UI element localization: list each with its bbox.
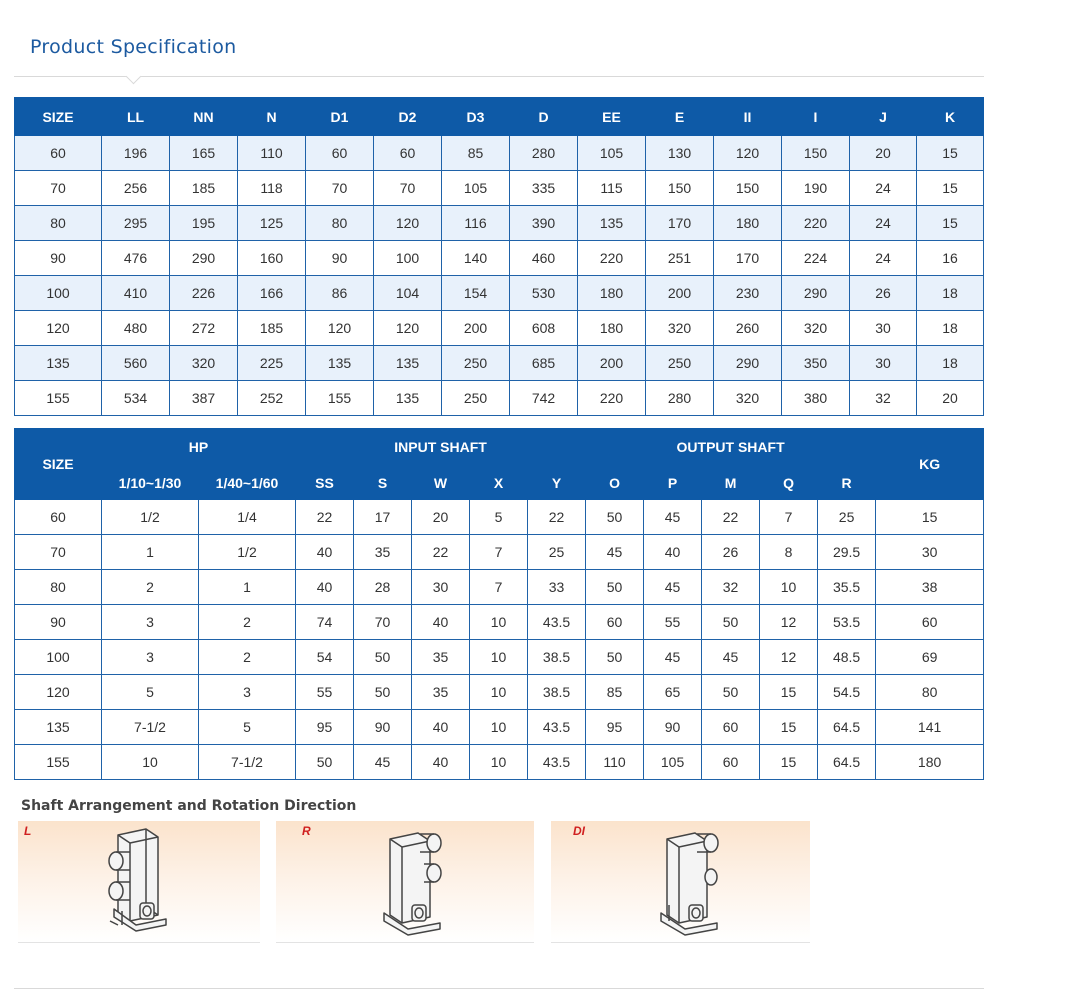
table-cell: 55 [296, 675, 354, 710]
dim-header-i: I [782, 98, 850, 136]
table-cell: 608 [510, 311, 578, 346]
table-cell: 24 [850, 206, 917, 241]
table-cell: 560 [102, 346, 170, 381]
table-row [15, 675, 984, 710]
table-cell: 135 [374, 381, 442, 416]
table-cell: 115 [578, 171, 646, 206]
table-cell: 104 [374, 276, 442, 311]
arrangement-panel-l [18, 821, 260, 943]
table-cell: 1 [102, 535, 199, 570]
table-cell: 70 [374, 171, 442, 206]
table-cell: 224 [782, 241, 850, 276]
table-cell: 95 [296, 710, 354, 745]
table-cell: 320 [646, 311, 714, 346]
table-cell: 220 [782, 206, 850, 241]
table-cell: 15 [917, 206, 984, 241]
table-cell: 7 [760, 500, 818, 535]
table-cell: 25 [528, 535, 586, 570]
table-cell: 180 [876, 745, 984, 780]
table-cell: 70 [15, 171, 102, 206]
table-cell: 30 [412, 570, 470, 605]
shaft-table-sub-header-row [15, 466, 984, 500]
table-row [15, 206, 984, 241]
dim-header-size: SIZE [15, 98, 102, 136]
dimension-table-header-row [15, 98, 984, 136]
table-cell: 90 [644, 710, 702, 745]
arrangement-panel-di [551, 821, 810, 943]
table-cell: 220 [578, 241, 646, 276]
table-cell: 54.5 [818, 675, 876, 710]
table-cell: 60 [702, 745, 760, 780]
table-cell: 170 [646, 206, 714, 241]
table-cell: 33 [528, 570, 586, 605]
table-cell: 15 [876, 500, 984, 535]
table-cell: 65 [644, 675, 702, 710]
table-cell: 54 [296, 640, 354, 675]
dim-header-k: K [917, 98, 984, 136]
gearbox-right-arrangement-icon [374, 825, 454, 937]
table-cell: 320 [782, 311, 850, 346]
table-cell: 230 [714, 276, 782, 311]
table-cell: 150 [782, 136, 850, 171]
table-cell: 25 [818, 500, 876, 535]
table-cell: 476 [102, 241, 170, 276]
table-cell: 64.5 [818, 710, 876, 745]
table-cell: 40 [412, 605, 470, 640]
table-cell: 180 [578, 311, 646, 346]
table-cell: 135 [15, 346, 102, 381]
table-cell: 45 [644, 640, 702, 675]
table-cell: 60 [374, 136, 442, 171]
table-cell: 290 [170, 241, 238, 276]
arrangement-label-r: R [302, 824, 311, 838]
table-cell: 22 [412, 535, 470, 570]
gearbox-dual-arrangement-icon [649, 825, 729, 937]
table-row [15, 640, 984, 675]
table-cell: 35.5 [818, 570, 876, 605]
table-cell: 18 [917, 276, 984, 311]
table-cell: 105 [578, 136, 646, 171]
bottom-divider [14, 988, 984, 989]
table-cell: 3 [102, 605, 199, 640]
table-cell: 196 [102, 136, 170, 171]
table-cell: 38.5 [528, 675, 586, 710]
table-cell: 480 [102, 311, 170, 346]
table-row [15, 276, 984, 311]
table-cell: 45 [586, 535, 644, 570]
table-cell: 150 [714, 171, 782, 206]
dim-header-d3: D3 [442, 98, 510, 136]
table-cell: 29.5 [818, 535, 876, 570]
table-cell: 35 [412, 640, 470, 675]
table-cell: 100 [15, 276, 102, 311]
dim-header-e: E [646, 98, 714, 136]
table-cell: 40 [412, 745, 470, 780]
table-cell: 26 [850, 276, 917, 311]
table-cell: 135 [578, 206, 646, 241]
table-cell: 48.5 [818, 640, 876, 675]
table-cell: 150 [646, 171, 714, 206]
table-cell: 60 [15, 500, 102, 535]
table-cell: 118 [238, 171, 306, 206]
table-cell: 140 [442, 241, 510, 276]
table-cell: 90 [15, 241, 102, 276]
table-row [15, 171, 984, 206]
table-cell: 135 [306, 346, 374, 381]
table-cell: 40 [296, 570, 354, 605]
dim-header-j: J [850, 98, 917, 136]
table-cell: 74 [296, 605, 354, 640]
table-cell: 50 [296, 745, 354, 780]
table-cell: 15 [917, 136, 984, 171]
table-cell: 80 [15, 570, 102, 605]
table-cell: 390 [510, 206, 578, 241]
table-cell: 380 [782, 381, 850, 416]
table-cell: 30 [850, 311, 917, 346]
table-cell: 43.5 [528, 710, 586, 745]
table-cell: 5 [470, 500, 528, 535]
table-cell: 38 [876, 570, 984, 605]
table-cell: 64.5 [818, 745, 876, 780]
table-cell: 7-1/2 [102, 710, 199, 745]
table-cell: 160 [238, 241, 306, 276]
table-cell: 7 [470, 570, 528, 605]
table-row [15, 136, 984, 171]
arrangement-label-l: L [24, 824, 32, 838]
table-cell: 135 [374, 346, 442, 381]
table-cell: 105 [644, 745, 702, 780]
table-cell: 280 [646, 381, 714, 416]
table-cell: 260 [714, 311, 782, 346]
table-cell: 5 [199, 710, 296, 745]
table-cell: 195 [170, 206, 238, 241]
table-cell: 8 [760, 535, 818, 570]
table-row [15, 710, 984, 745]
arrangement-label-di: DI [573, 824, 585, 838]
table-row [15, 570, 984, 605]
table-cell: 120 [374, 311, 442, 346]
table-cell: 530 [510, 276, 578, 311]
table-cell: 95 [586, 710, 644, 745]
table-cell: 90 [354, 710, 412, 745]
table-row [15, 346, 984, 381]
table-cell: 50 [702, 675, 760, 710]
table-cell: 40 [412, 710, 470, 745]
table-cell: 60 [876, 605, 984, 640]
table-cell: 16 [917, 241, 984, 276]
shaft-subheader-cell: M [702, 466, 760, 500]
dim-header-ee: EE [578, 98, 646, 136]
gearbox-left-arrangement-icon [96, 825, 176, 937]
table-cell: 120 [306, 311, 374, 346]
table-cell: 180 [714, 206, 782, 241]
table-cell: 387 [170, 381, 238, 416]
shaft-subheader-cell: W [412, 466, 470, 500]
table-cell: 10 [470, 640, 528, 675]
table-cell: 60 [702, 710, 760, 745]
table-cell: 38.5 [528, 640, 586, 675]
table-cell: 350 [782, 346, 850, 381]
table-cell: 200 [646, 276, 714, 311]
table-cell: 90 [15, 605, 102, 640]
table-cell: 250 [646, 346, 714, 381]
table-cell: 55 [644, 605, 702, 640]
table-cell: 5 [102, 675, 199, 710]
table-cell: 15 [917, 171, 984, 206]
table-cell: 10 [760, 570, 818, 605]
table-cell: 116 [442, 206, 510, 241]
table-cell: 320 [170, 346, 238, 381]
table-cell: 22 [702, 500, 760, 535]
table-cell: 30 [876, 535, 984, 570]
table-cell: 70 [306, 171, 374, 206]
table-cell: 2 [199, 640, 296, 675]
shaft-subheader-cell: O [586, 466, 644, 500]
table-cell: 200 [578, 346, 646, 381]
table-cell: 70 [354, 605, 412, 640]
shaft-subheader-cell: 1/40~1/60 [199, 466, 296, 500]
table-cell: 32 [702, 570, 760, 605]
kg-header: KG [876, 429, 984, 500]
table-cell: 141 [876, 710, 984, 745]
dim-header-d: D [510, 98, 578, 136]
table-cell: 26 [702, 535, 760, 570]
shaft-subheader-cell: Q [760, 466, 818, 500]
table-cell: 1/2 [199, 535, 296, 570]
shaft-subheader-cell: X [470, 466, 528, 500]
table-row [15, 311, 984, 346]
table-cell: 290 [782, 276, 850, 311]
table-cell: 190 [782, 171, 850, 206]
table-cell: 45 [354, 745, 412, 780]
table-cell: 20 [412, 500, 470, 535]
shaft-size-header: SIZE [15, 429, 102, 500]
table-cell: 295 [102, 206, 170, 241]
table-cell: 251 [646, 241, 714, 276]
table-cell: 320 [714, 381, 782, 416]
table-cell: 70 [15, 535, 102, 570]
table-cell: 166 [238, 276, 306, 311]
table-cell: 110 [586, 745, 644, 780]
table-cell: 120 [15, 311, 102, 346]
table-row [15, 500, 984, 535]
table-cell: 53.5 [818, 605, 876, 640]
table-cell: 250 [442, 381, 510, 416]
table-row [15, 535, 984, 570]
shaft-subheader-cell: 1/10~1/30 [102, 466, 199, 500]
table-cell: 24 [850, 171, 917, 206]
hp-header: HP [102, 429, 296, 466]
table-cell: 50 [702, 605, 760, 640]
table-cell: 43.5 [528, 745, 586, 780]
table-cell: 85 [442, 136, 510, 171]
table-cell: 105 [442, 171, 510, 206]
shaft-table [14, 428, 984, 780]
table-cell: 32 [850, 381, 917, 416]
table-cell: 45 [702, 640, 760, 675]
dim-header-d1: D1 [306, 98, 374, 136]
table-cell: 460 [510, 241, 578, 276]
table-cell: 50 [354, 675, 412, 710]
table-cell: 2 [102, 570, 199, 605]
table-cell: 60 [586, 605, 644, 640]
dim-header-ii: II [714, 98, 782, 136]
table-cell: 1 [199, 570, 296, 605]
table-cell: 28 [354, 570, 412, 605]
table-cell: 60 [306, 136, 374, 171]
table-cell: 125 [238, 206, 306, 241]
shaft-subheader-cell: Y [528, 466, 586, 500]
table-cell: 155 [15, 745, 102, 780]
table-cell: 155 [15, 381, 102, 416]
table-cell: 3 [102, 640, 199, 675]
input-shaft-header: INPUT SHAFT [296, 429, 586, 466]
table-cell: 43.5 [528, 605, 586, 640]
table-cell: 10 [470, 710, 528, 745]
table-cell: 120 [15, 675, 102, 710]
arrangement-title: Shaft Arrangement and Rotation Direction [21, 798, 357, 814]
table-cell: 100 [15, 640, 102, 675]
table-cell: 1/4 [199, 500, 296, 535]
table-cell: 17 [354, 500, 412, 535]
table-cell: 256 [102, 171, 170, 206]
table-cell: 45 [644, 570, 702, 605]
output-shaft-header: OUTPUT SHAFT [586, 429, 876, 466]
table-cell: 85 [586, 675, 644, 710]
table-cell: 290 [714, 346, 782, 381]
table-cell: 120 [374, 206, 442, 241]
table-cell: 120 [714, 136, 782, 171]
table-cell: 20 [850, 136, 917, 171]
table-cell: 24 [850, 241, 917, 276]
shaft-subheader-cell: P [644, 466, 702, 500]
table-cell: 1/2 [102, 500, 199, 535]
table-cell: 80 [306, 206, 374, 241]
table-cell: 165 [170, 136, 238, 171]
table-cell: 3 [199, 675, 296, 710]
page-title: Product Specification [30, 36, 237, 58]
table-cell: 15 [760, 710, 818, 745]
table-cell: 18 [917, 311, 984, 346]
table-cell: 185 [170, 171, 238, 206]
table-cell: 90 [306, 241, 374, 276]
table-cell: 185 [238, 311, 306, 346]
table-cell: 50 [586, 570, 644, 605]
dim-header-n: N [238, 98, 306, 136]
table-cell: 250 [442, 346, 510, 381]
table-cell: 50 [586, 640, 644, 675]
table-cell: 50 [586, 500, 644, 535]
table-cell: 110 [238, 136, 306, 171]
table-cell: 12 [760, 640, 818, 675]
table-cell: 154 [442, 276, 510, 311]
table-cell: 22 [296, 500, 354, 535]
table-cell: 534 [102, 381, 170, 416]
table-cell: 60 [15, 136, 102, 171]
table-cell: 40 [296, 535, 354, 570]
table-cell: 80 [876, 675, 984, 710]
arrangement-panel-r [276, 821, 534, 943]
shaft-subheader-cell: R [818, 466, 876, 500]
dim-header-nn: NN [170, 98, 238, 136]
table-cell: 10 [102, 745, 199, 780]
table-cell: 40 [644, 535, 702, 570]
table-row [15, 605, 984, 640]
dim-header-d2: D2 [374, 98, 442, 136]
table-cell: 180 [578, 276, 646, 311]
table-cell: 80 [15, 206, 102, 241]
table-cell: 200 [442, 311, 510, 346]
table-cell: 220 [578, 381, 646, 416]
table-cell: 280 [510, 136, 578, 171]
table-row [15, 381, 984, 416]
table-cell: 100 [374, 241, 442, 276]
table-cell: 35 [354, 535, 412, 570]
table-cell: 7 [470, 535, 528, 570]
table-cell: 130 [646, 136, 714, 171]
table-cell: 10 [470, 745, 528, 780]
table-cell: 12 [760, 605, 818, 640]
shaft-table-group-header-row [15, 429, 984, 466]
shaft-subheader-cell: SS [296, 466, 354, 500]
table-cell: 410 [102, 276, 170, 311]
table-cell: 18 [917, 346, 984, 381]
table-cell: 45 [644, 500, 702, 535]
table-cell: 30 [850, 346, 917, 381]
table-cell: 15 [760, 745, 818, 780]
table-cell: 335 [510, 171, 578, 206]
table-cell: 135 [15, 710, 102, 745]
table-cell: 10 [470, 605, 528, 640]
shaft-subheader-cell: S [354, 466, 412, 500]
title-divider-notch [126, 69, 142, 85]
dim-header-ll: LL [102, 98, 170, 136]
table-cell: 86 [306, 276, 374, 311]
table-row [15, 745, 984, 780]
table-cell: 252 [238, 381, 306, 416]
table-cell: 50 [354, 640, 412, 675]
table-cell: 69 [876, 640, 984, 675]
table-cell: 170 [714, 241, 782, 276]
table-row [15, 241, 984, 276]
table-cell: 10 [470, 675, 528, 710]
table-cell: 35 [412, 675, 470, 710]
table-cell: 20 [917, 381, 984, 416]
table-cell: 15 [760, 675, 818, 710]
table-cell: 2 [199, 605, 296, 640]
table-cell: 685 [510, 346, 578, 381]
table-cell: 7-1/2 [199, 745, 296, 780]
dimension-table [14, 97, 984, 416]
table-cell: 226 [170, 276, 238, 311]
table-cell: 742 [510, 381, 578, 416]
table-cell: 225 [238, 346, 306, 381]
table-cell: 22 [528, 500, 586, 535]
title-divider [14, 76, 984, 77]
table-cell: 272 [170, 311, 238, 346]
table-cell: 155 [306, 381, 374, 416]
